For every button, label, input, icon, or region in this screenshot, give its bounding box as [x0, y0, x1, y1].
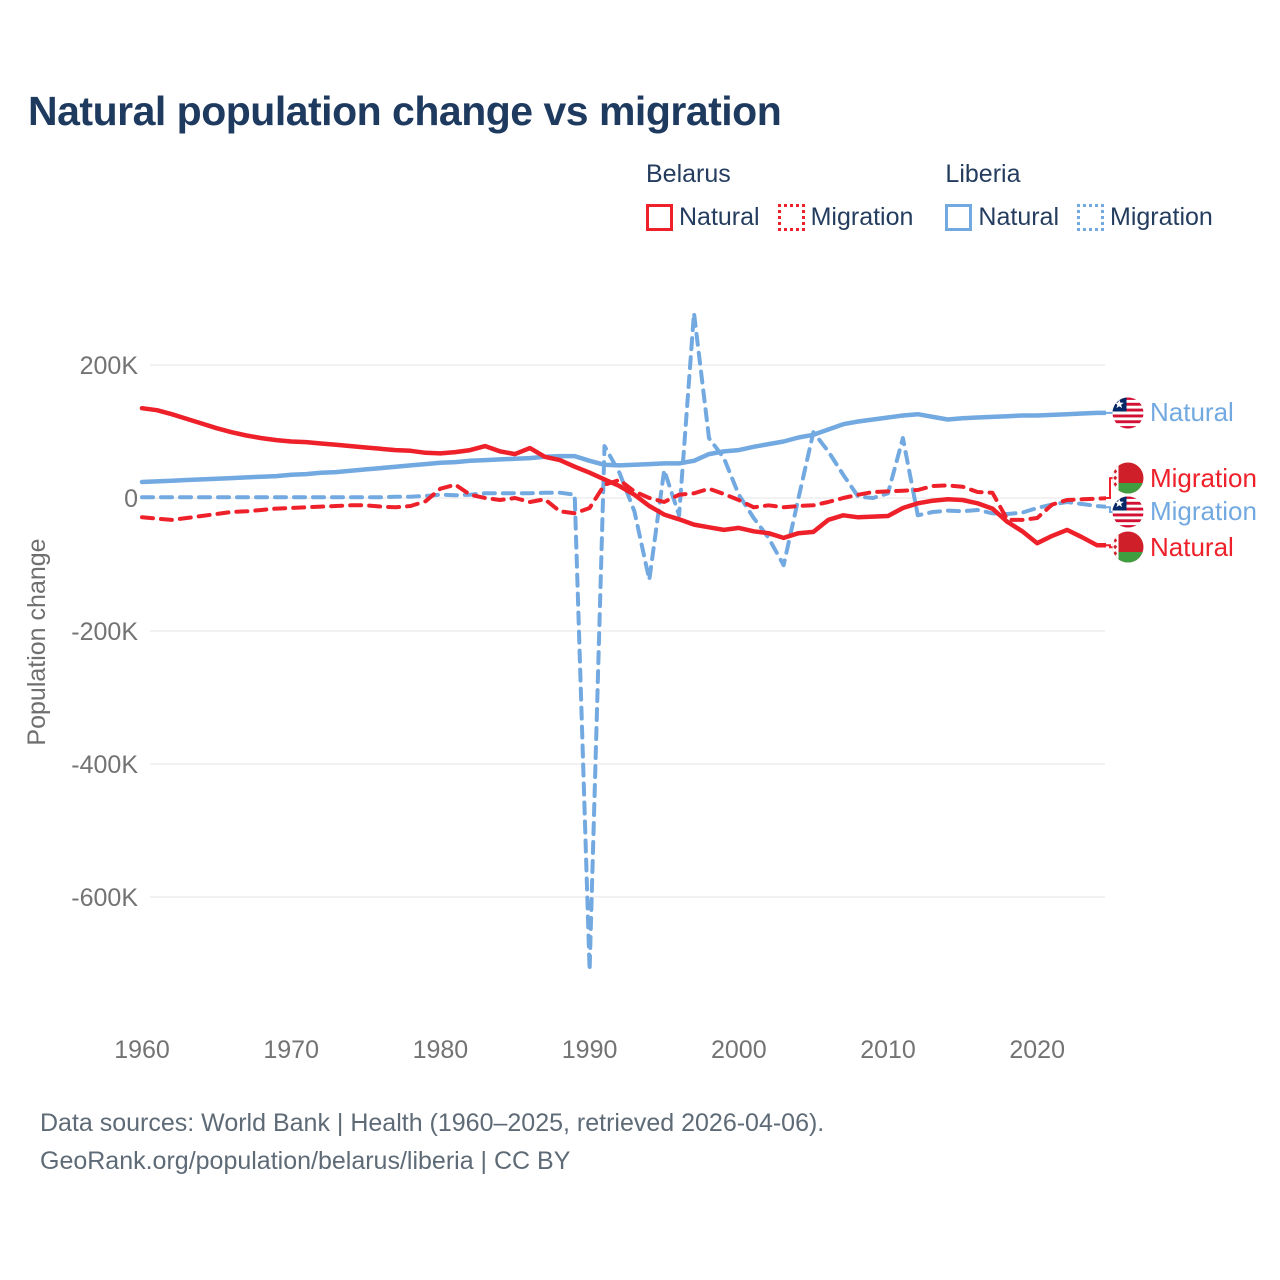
- x-tick-label: 1970: [263, 1036, 320, 1064]
- legend-item-label: Natural: [978, 203, 1060, 231]
- series-line-liberia-migration[interactable]: [142, 313, 1112, 970]
- y-axis-title: Population change: [23, 538, 51, 746]
- y-tick-label: -400K: [71, 751, 138, 779]
- series-line-liberia-natural[interactable]: [142, 413, 1112, 482]
- liberia-flag-icon: [1112, 496, 1144, 528]
- footer-note: [40, 1104, 824, 1180]
- legend-item-label: Migration: [1110, 203, 1213, 231]
- x-tick-label: 1980: [412, 1036, 469, 1064]
- series-end-label-text: Natural: [1150, 397, 1234, 428]
- citation-line: GeoRank.org/population/belarus/liberia | CC BY: [40, 1147, 571, 1175]
- series-end-label-text: Migration: [1150, 496, 1257, 527]
- legend-item-label: Natural: [679, 203, 760, 231]
- x-tick-label: 1990: [561, 1036, 618, 1064]
- series-end-label-text: Natural: [1150, 531, 1234, 562]
- liberia-flag-icon: [1112, 397, 1144, 429]
- series-end-label-belarus-migration[interactable]: [1112, 462, 1257, 494]
- y-tick-label: -600K: [71, 884, 138, 912]
- legend-country-label-belarus: Belarus: [646, 160, 731, 188]
- legend-country-label-liberia: Liberia: [945, 160, 1021, 188]
- y-tick-label: 200K: [79, 352, 138, 380]
- y-tick-label: 0: [124, 485, 138, 513]
- y-tick-label: -200K: [71, 618, 138, 646]
- x-tick-label: 2000: [710, 1036, 767, 1064]
- x-tick-label: 1960: [114, 1036, 170, 1064]
- series-end-label-liberia-migration[interactable]: [1112, 496, 1257, 528]
- data-sources-line: Data sources: World Bank | Health (1960–2025, retrieved 2026-04-06).: [40, 1109, 825, 1137]
- series-end-label-text: Migration: [1150, 462, 1257, 493]
- series-end-label-belarus-natural[interactable]: [1112, 531, 1234, 563]
- belarus-flag-icon: [1112, 462, 1144, 494]
- x-tick-label: 2020: [1009, 1036, 1066, 1064]
- x-tick-label: 2010: [860, 1036, 916, 1064]
- page-title: Natural population change vs migration: [28, 88, 782, 134]
- belarus-flag-icon: [1112, 531, 1144, 563]
- legend-item-label: Migration: [810, 203, 914, 231]
- series-end-label-liberia-natural[interactable]: [1112, 397, 1234, 429]
